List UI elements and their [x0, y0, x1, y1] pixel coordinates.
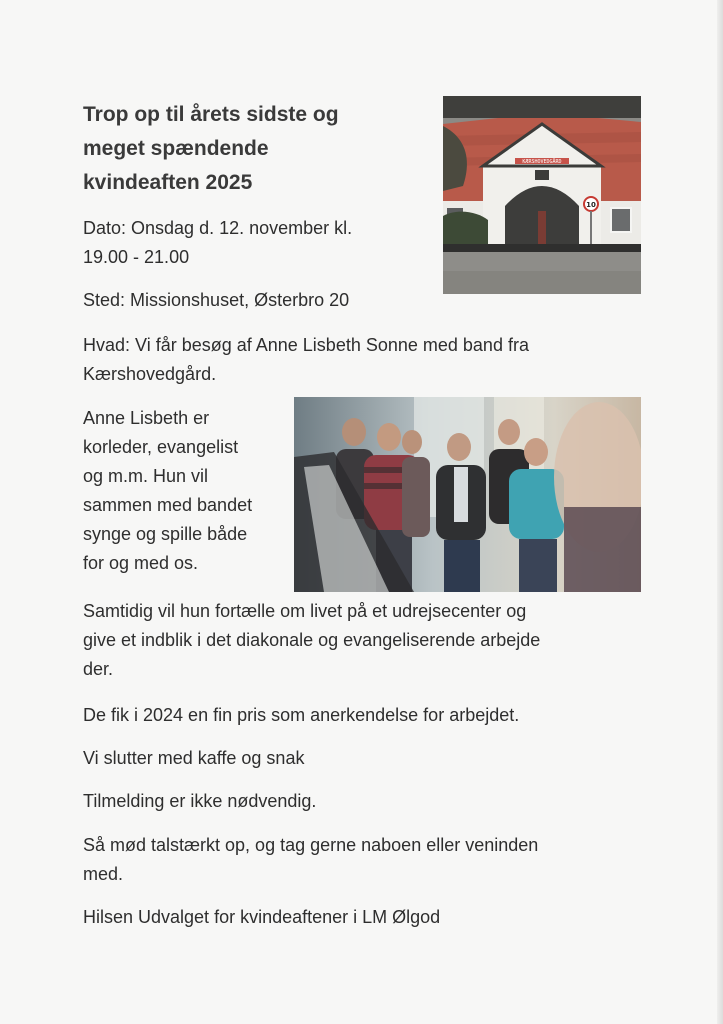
building-photo — [443, 96, 641, 294]
time-line: 19.00 - 21.00 — [83, 247, 190, 267]
what-line: Hvad: Vi får besøg af Anne Lisbeth Sonne med band fra — [83, 335, 529, 355]
prize-line: De fik i 2024 en fin pris som anerkendelse for arbejdet. — [83, 705, 520, 725]
title-line: meget spændende — [83, 137, 269, 160]
invite-line: Så mød talstærkt op, og tag gerne naboen eller veninden — [83, 835, 539, 855]
registration-line: Tilmelding er ikke nødvendig. — [83, 791, 317, 811]
date-line: Dato: Onsdag d. 12. november kl. — [83, 218, 353, 238]
building-sign: KÆRSHOVEDGÅRD — [522, 159, 562, 165]
samtidig-line: Samtidig vil hun fortælle om livet på et udrejsecenter og — [83, 601, 527, 621]
samtidig-line: give et indblik i det diakonale og evangeliserende arbejde — [83, 630, 541, 650]
what-line: Kærshovedgård. — [83, 364, 217, 384]
anne-line: sammen med bandet — [83, 495, 253, 515]
anne-line: og m.m. Hun vil — [83, 466, 209, 486]
anne-line: synge og spille både — [83, 524, 248, 544]
location-line: Sted: Missionshuset, Østerbro 20 — [83, 290, 350, 310]
event-title — [83, 98, 423, 200]
samtidig-line: der. — [83, 659, 114, 679]
title-line: Trop op til årets sidste og — [83, 103, 339, 126]
invite-line: med. — [83, 864, 124, 884]
anne-line: Anne Lisbeth er — [83, 408, 210, 428]
anne-line: for og med os. — [83, 553, 199, 573]
band-photo — [294, 397, 641, 592]
signature-line: Hilsen Udvalget for kvindeaftener i LM Ølgod — [83, 907, 441, 927]
anne-line: korleder, evangelist — [83, 437, 239, 457]
coffee-line: Vi slutter med kaffe og snak — [83, 748, 305, 768]
title-line: kvindeaften 2025 — [83, 171, 253, 194]
paper-edge-shadow — [717, 0, 723, 1024]
speed-sign: 10 — [586, 201, 596, 209]
